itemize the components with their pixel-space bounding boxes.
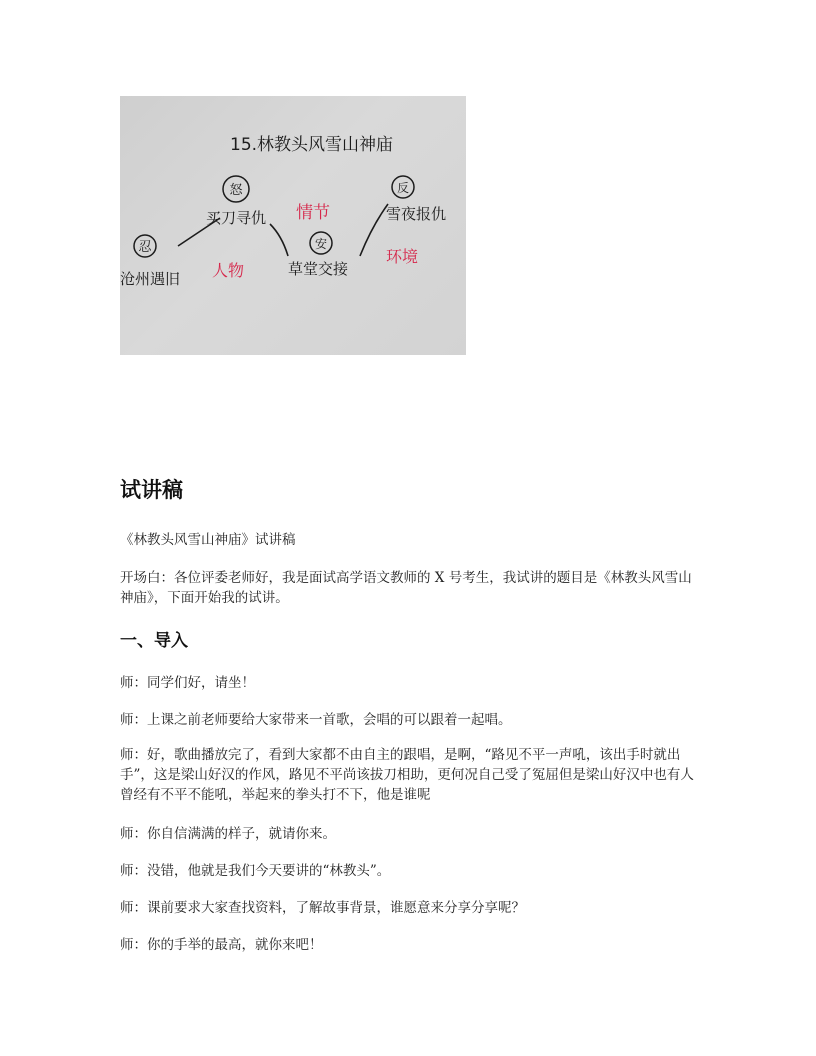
an-label: 草堂交接 bbox=[288, 260, 349, 278]
ren-mark: 忍 bbox=[138, 240, 152, 255]
red-label-people: 人物 bbox=[212, 261, 245, 280]
opening-paragraph: 开场白：各位评委老师好，我是面试高学语文教师的 X 号考生，我试讲的题目是《林教头风雪山神庙》，下面开始我的试讲。 bbox=[120, 570, 692, 606]
dialogue-line: 师：你自信满满的样子，就请你来。 bbox=[120, 826, 336, 842]
dialogue-line: 师：好，歌曲播放完了，看到大家都不由自主的跟唱，是啊，“路见不平一声吼，该出手时就出手”，这是梁山好汉的作风，路见不平尚该拔刀相助，更何况自己受了冤屈但是梁山好汉中也有人曾经有不平不能吼，举起来的拳头打不下，他是谁呢 bbox=[120, 747, 694, 803]
document-subtitle: 《林教头风雪山神庙》试讲稿 bbox=[120, 532, 296, 548]
an-mark: 安 bbox=[314, 237, 328, 251]
line-nu-an bbox=[270, 224, 288, 256]
red-label-plot: 情节 bbox=[296, 203, 330, 223]
dialogue-line: 师：上课之前老师要给大家带来一首歌，会唱的可以跟着一起唱。 bbox=[120, 712, 512, 728]
line-an-fan bbox=[360, 204, 388, 256]
fan-label: 雪夜报仇 bbox=[386, 205, 447, 223]
diagram-title: 15.林教头风雪山神庙 bbox=[230, 135, 394, 155]
document-title: 试讲稿 bbox=[120, 478, 183, 502]
handwritten-diagram-photo bbox=[120, 96, 466, 355]
section-heading-intro: 一、导入 bbox=[120, 631, 188, 651]
diagram-drawing bbox=[120, 96, 466, 355]
red-label-env: 环境 bbox=[386, 247, 419, 266]
fan-mark: 反 bbox=[396, 181, 410, 195]
dialogue-line: 师：课前要求大家查找资料，了解故事背景，谁愿意来分享分享呢？ bbox=[120, 900, 525, 916]
ren-label: 沧州遇旧 bbox=[120, 270, 181, 288]
nu-label: 买刀寻仇 bbox=[206, 209, 267, 227]
dialogue-line: 师：没错，他就是我们今天要讲的“林教头”。 bbox=[120, 863, 391, 879]
nu-mark: 怒 bbox=[229, 183, 243, 198]
dialogue-line: 师：你的手举的最高，就你来吧！ bbox=[120, 937, 323, 953]
dialogue-line: 师：同学们好，请坐！ bbox=[120, 675, 255, 691]
